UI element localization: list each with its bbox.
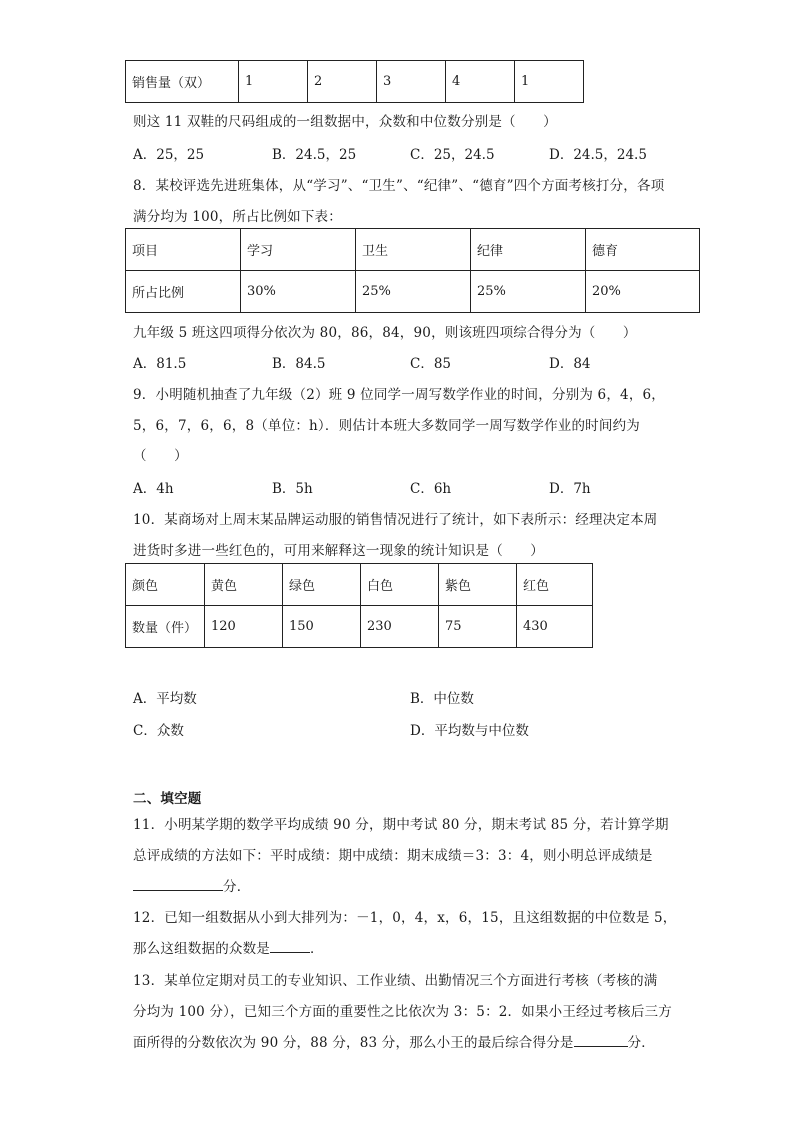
color-sales-table: [125, 563, 593, 648]
table-cell: 25%: [356, 271, 471, 313]
q13-line3-prefix: 面所得的分数依次为 90 分，88 分，83 分，那么小王的最后综合得分是: [133, 1035, 574, 1051]
table-cell: 120: [205, 606, 283, 648]
table-header-cell: 纪律: [471, 229, 586, 271]
q11-line3-suffix: 分．: [223, 879, 251, 895]
shoe-sales-table: [125, 60, 584, 103]
table-header-cell: 卫生: [356, 229, 471, 271]
q10-option-a: A．平均数: [133, 691, 197, 707]
q12-answer-blank[interactable]: [270, 938, 310, 953]
table-cell: 2: [308, 61, 377, 103]
q9-line1: 9．小明随机抽查了九年级（2）班 9 位同学一周写数学作业的时间，分别为 6，4，6，: [133, 387, 666, 403]
q9-option-b: B．5h: [272, 481, 313, 497]
q12-line2: [133, 937, 324, 957]
table-cell: 1: [239, 61, 308, 103]
table-header-cell: 紫色: [439, 564, 517, 606]
table-cell: 230: [361, 606, 439, 648]
table-cell: 3: [377, 61, 446, 103]
q11-line1: 11．小明某学期的数学平均成绩 90 分，期中考试 80 分，期末考试 85 分，若计算学期: [133, 817, 669, 833]
q12-line2-suffix: ．: [310, 941, 324, 957]
table-cell: 4: [446, 61, 515, 103]
table-cell: 25%: [471, 271, 586, 313]
q13-line2: 分均为 100 分），已知三个方面的重要性之比依次为 3：5：2．如果小王经过考核后三方: [133, 1004, 672, 1020]
table-header-cell: 学习: [241, 229, 356, 271]
table-cell: 75: [439, 606, 517, 648]
table-header-cell: 项目: [126, 229, 241, 271]
q8-option-c: C．85: [410, 356, 452, 372]
q7-stem: 则这 11 双鞋的尺码组成的一组数据中，众数和中位数分别是（ ）: [133, 114, 557, 130]
section-title: 二、填空题: [133, 791, 202, 807]
table-header-cell: 德育: [586, 229, 700, 271]
table-header-cell: 白色: [361, 564, 439, 606]
q9-option-a: A．4h: [133, 481, 174, 497]
table-header-cell: 红色: [517, 564, 593, 606]
q13-line3-suffix: 分．: [627, 1035, 656, 1051]
q10-line2: 进货时多进一些红色的，可用来解释这一现象的统计知识是（ ）: [133, 543, 544, 559]
q9-line2: 5，6，7，6，6，8（单位：h）．则估计本班大多数同学一周写数学作业的时间约为: [133, 418, 640, 434]
proportion-table: [125, 228, 700, 313]
table-header-cell: 绿色: [283, 564, 361, 606]
table-cell: 数量（件）: [126, 606, 205, 648]
q8-line1: 8．某校评选先进班集体，从“学习”、“卫生”、“纪律”、“德育”四个方面考核打分，各项: [133, 178, 665, 194]
q7-option-a: A．25，25: [133, 147, 205, 163]
table-cell: 430: [517, 606, 593, 648]
q9-option-d: D．7h: [549, 481, 591, 497]
table-cell: 销售量（双）: [126, 61, 239, 103]
q9-option-c: C．6h: [410, 481, 452, 497]
q12-line2-prefix: 那么这组数据的众数是: [133, 941, 270, 957]
table-cell: 1: [515, 61, 584, 103]
q9-line3: （ ）: [133, 448, 188, 464]
table-header-cell: 黄色: [205, 564, 283, 606]
q7-option-b: B．24.5，25: [272, 147, 357, 163]
table-cell: 20%: [586, 271, 700, 313]
q10-option-b: B．中位数: [410, 691, 474, 707]
q8-option-a: A．81.5: [133, 356, 187, 372]
q13-line3: [133, 1031, 655, 1051]
q10-line1: 10．某商场对上周末某品牌运动服的销售情况进行了统计，如下表所示：经理决定本周: [133, 512, 658, 528]
q12-line1: 12．已知一组数据从小到大排列为：－1，0，4，x，6，15，且这组数据的中位数是 5，: [133, 910, 677, 926]
table-cell: 所占比例: [126, 271, 241, 313]
q13-line1: 13．某单位定期对员工的专业知识、工作业绩、出勤情况三个方面进行考核（考核的满: [133, 973, 658, 989]
q11-line3: [133, 875, 250, 895]
q11-line2: 总评成绩的方法如下：平时成绩：期中成绩：期末成绩＝3：3：4，则小明总评成绩是: [133, 848, 653, 864]
q10-option-c: C．众数: [133, 723, 184, 739]
table-cell: 150: [283, 606, 361, 648]
q10-option-d: D．平均数与中位数: [410, 723, 529, 739]
table-cell: 30%: [241, 271, 356, 313]
q8-stem: 九年级 5 班这四项得分依次为 80，86，84，90，则该班四项综合得分为（ ）: [133, 325, 637, 341]
q8-option-b: B．84.5: [272, 356, 326, 372]
q7-option-d: D．24.5，24.5: [549, 147, 647, 163]
q8-option-d: D．84: [549, 356, 591, 372]
q8-line2: 满分均为 100，所占比例如下表：: [133, 209, 342, 225]
table-header-cell: 颜色: [126, 564, 205, 606]
q13-answer-blank[interactable]: [574, 1032, 628, 1047]
q11-answer-blank[interactable]: [133, 876, 223, 891]
q7-option-c: C．25，24.5: [410, 147, 495, 163]
